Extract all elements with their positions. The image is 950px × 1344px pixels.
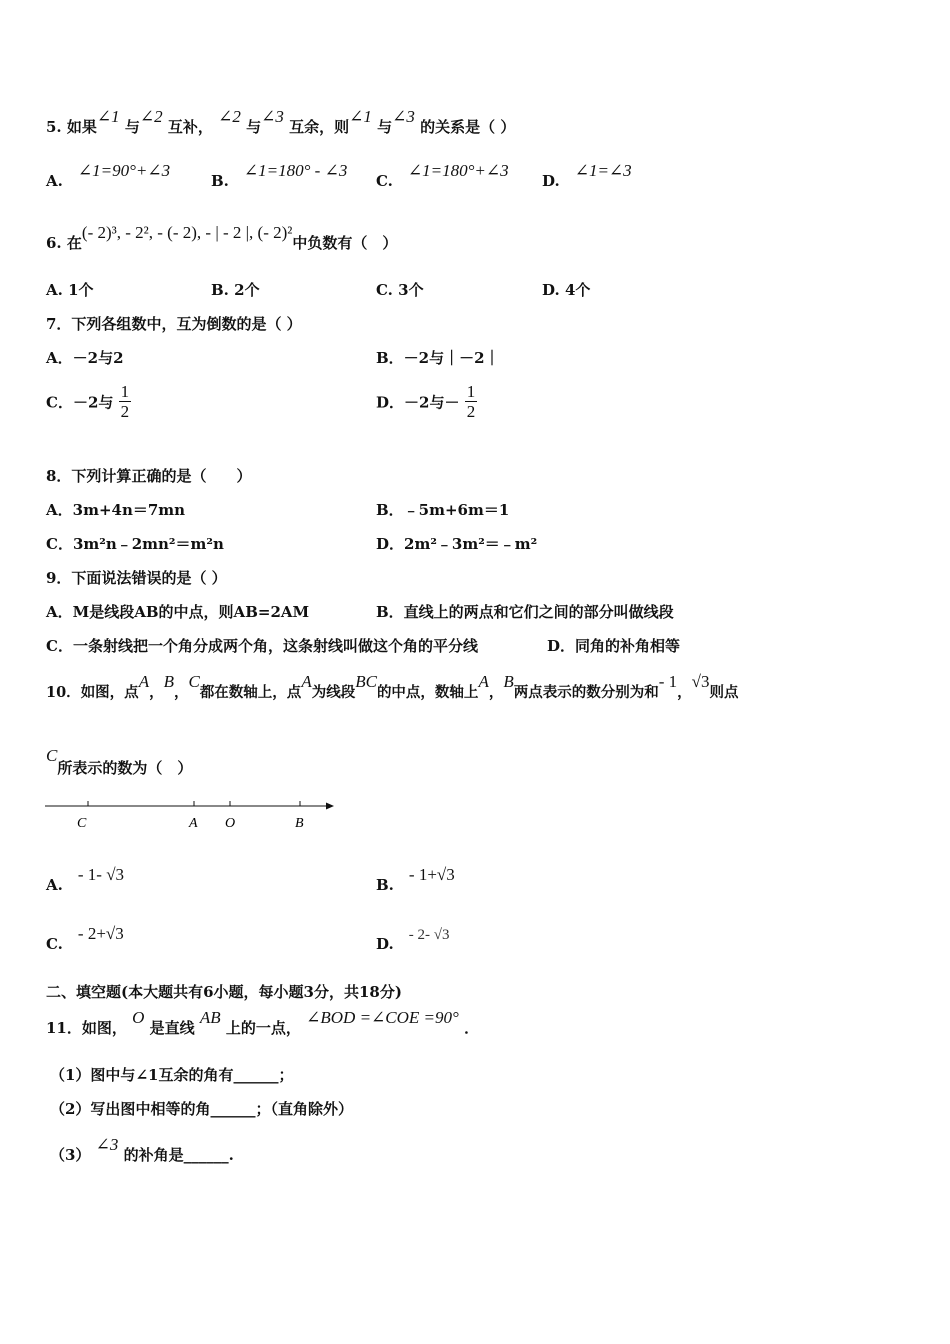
label-b: B — [295, 816, 304, 831]
q11-stem: 11．如图， O 是直线 AB 上的一点， ∠BOD =∠COE =90° ． — [46, 1008, 480, 1037]
q6-stem: 6. 在(- 2)³, - 2², - (- 2), - | - 2 |, (- 2)²中负数有（ ） — [46, 223, 398, 252]
q5-option-a[interactable]: A. ∠1=90°+∠3 — [46, 161, 171, 190]
section-heading: 二、填空题(本大题共有6小题，每小题3分，共18分) — [46, 983, 402, 1001]
q10-stem: 10．如图，点A，B，C都在数轴上，点A为线段BC的中点，数轴上A，B两点表示的数分别为和- 1，√3则点 — [46, 672, 739, 701]
label-c: C — [77, 816, 87, 831]
q5-option-c[interactable]: C. ∠1=180°+∠3 — [376, 161, 509, 190]
q10-option-a[interactable]: A. - 1- √3 — [46, 865, 125, 894]
q5-stem: 5. 如果∠1 与∠2 互补， ∠2 与∠3 互余，则∠1 与∠3 的关系是（ ） — [46, 107, 516, 136]
q7-c-fraction: $\frac{1}{2}$ — [120, 382, 130, 421]
q6-option-c[interactable]: C. 3个 — [376, 281, 424, 299]
q5-option-d[interactable]: D. ∠1=∠3 — [542, 161, 632, 190]
q7-option-b[interactable]: B．－2与｜－2｜ — [376, 349, 500, 367]
label-o: O — [225, 816, 236, 831]
q8-option-a[interactable]: A．3m+4n＝7mn — [46, 501, 186, 519]
q9-option-b[interactable]: B．直线上的两点和它们之间的部分叫做线段 — [376, 603, 674, 621]
q6-option-b[interactable]: B. 2个 — [211, 281, 260, 299]
q7-option-d[interactable]: D．－2与－ $\frac{1}{2}$ — [376, 382, 476, 421]
q5-option-b[interactable]: B. ∠1=180° - ∠3 — [211, 161, 348, 190]
q11-part1: （1）图中与∠1互余的角有______； — [50, 1066, 294, 1084]
q9-option-c[interactable]: C．一条射线把一个角分成两个角，这条射线叫做这个角的平分线 — [46, 637, 478, 655]
q6-option-a[interactable]: A. 1个 — [46, 281, 94, 299]
label-a: A — [189, 816, 198, 831]
q8-option-b[interactable]: B．﹣5m+6m＝1 — [376, 501, 510, 519]
q8-stem: 8．下列计算正确的是（ ） — [46, 467, 252, 485]
q7-stem: 7．下列各组数中，互为倒数的是（ ） — [46, 315, 302, 333]
q9-option-d[interactable]: D．同角的补角相等 — [547, 637, 681, 655]
q7-option-a[interactable]: A．－2与2 — [46, 349, 124, 367]
q9-option-a[interactable]: A．M是线段AB的中点，则AB=2AM — [46, 603, 310, 621]
q7-option-c[interactable]: C．－2与 $\frac{1}{2}$ — [46, 382, 130, 421]
axis-arrow-icon — [326, 803, 334, 810]
q8-option-d[interactable]: D．2m²﹣3m²＝﹣m² — [376, 535, 538, 553]
number-line-figure — [40, 792, 340, 836]
q7-d-fraction: $\frac{1}{2}$ — [466, 382, 476, 421]
q11-part3: （3） ∠3 的补角是______. — [50, 1135, 234, 1164]
q10-stem-cont: C所表示的数为（ ） — [46, 746, 193, 777]
q10-option-d[interactable]: D. - 2- √3 — [376, 927, 450, 953]
q10-option-b[interactable]: B. - 1+√3 — [376, 865, 455, 894]
q11-part2: （2）写出图中相等的角______；（直角除外） — [50, 1100, 353, 1118]
q6-option-d[interactable]: D. 4个 — [542, 281, 591, 299]
q9-stem: 9．下面说法错误的是（ ） — [46, 569, 227, 587]
q10-option-c[interactable]: C. - 2+√3 — [46, 924, 124, 953]
q8-option-c[interactable]: C．3m²n﹣2mn²＝m²n — [46, 535, 224, 553]
